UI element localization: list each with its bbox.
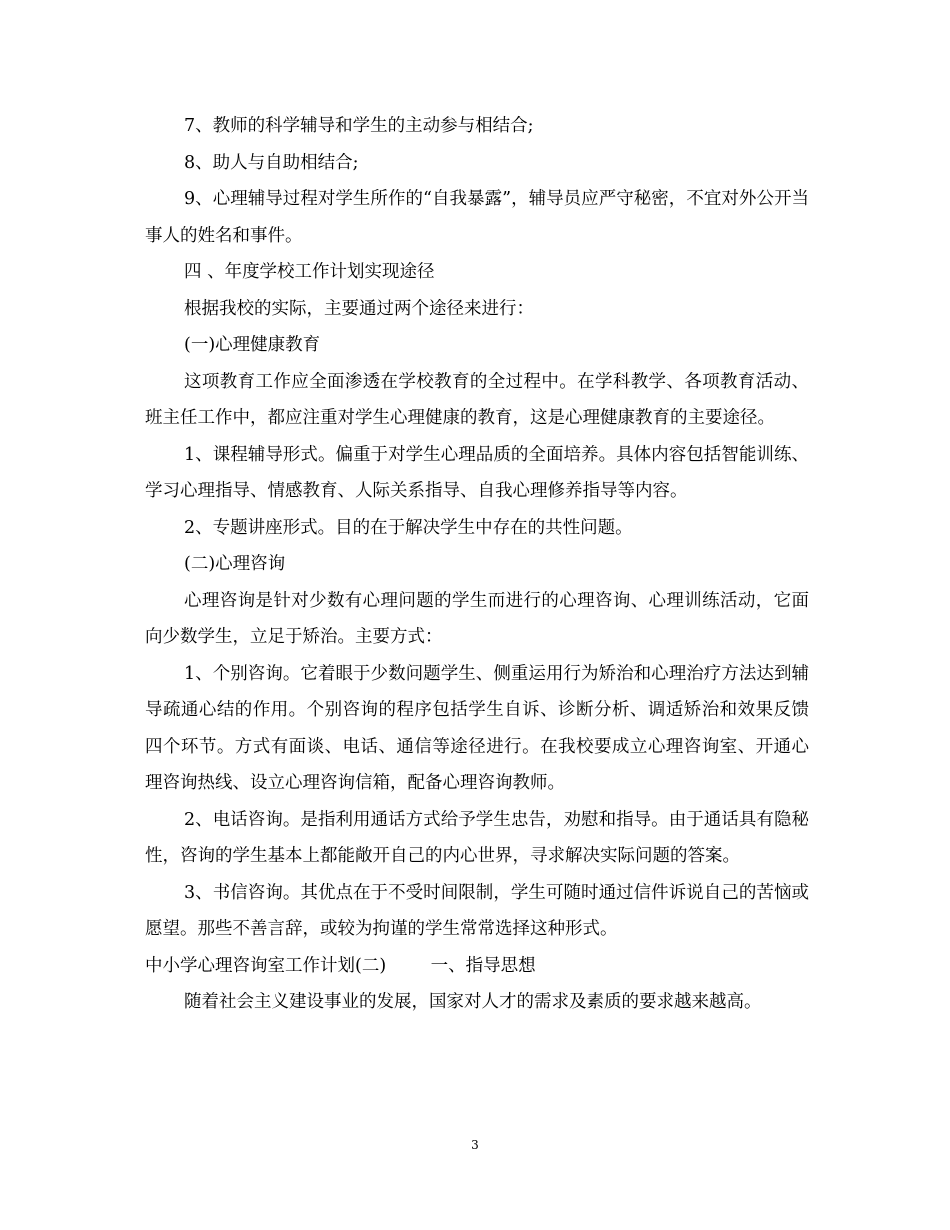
page-number: 3 <box>471 1138 479 1152</box>
section-title: 中小学心理咨询室工作计划(二) <box>145 955 387 976</box>
paragraph-guiding-thought: 随着社会主义建设事业的发展，国家对人才的需求及素质的要求越来越高。 <box>184 992 762 1012</box>
heading-counseling: (二)心理咨询 <box>184 554 286 574</box>
paragraph-letter-counseling: 3、书信咨询。其优点在于不受时间限制，学生可随时通过信件诉说自己的苦恼或愿望。那些不善言辞，或较为拘谨的学生常常选择这种形式。 <box>145 882 809 939</box>
section-subtitle: 一、指导思想 <box>430 955 536 976</box>
document-body <box>145 108 809 1021</box>
paragraph-phone-counseling: 2、电话咨询。是指利用通话方式给予学生忠告，劝慰和指导。由于通话具有隐秘性，咨询的学生基本上都能敞开自己的内心世界，寻求解决实际问题的答案。 <box>145 809 809 866</box>
paragraph-principle-7: 7、教师的科学辅导和学生的主动参与相结合; <box>184 116 534 136</box>
heading-section-4: 四 、年度学校工作计划实现途径 <box>184 262 435 282</box>
paragraph-principle-9: 9、心理辅导过程对学生所作的“自我暴露”，辅导员应严守秘密，不宜对外公开当事人的姓名和事件。 <box>145 189 809 246</box>
paragraph-lecture-format: 2、专题讲座形式。目的在于解决学生中存在的共性问题。 <box>184 517 633 538</box>
heading-mental-health-education: (一)心理健康教育 <box>184 335 321 355</box>
section-heading-line <box>145 948 809 985</box>
paragraph-principle-8: 8、助人与自助相结合; <box>184 152 359 173</box>
paragraph-intro-approaches: 根据我校的实际，主要通过两个途径来进行： <box>184 298 534 319</box>
paragraph-course-guidance: 1、课程辅导形式。偏重于对学生心理品质的全面培养。具体内容包括智能训练、学习心理指导、情感教育、人际关系指导、自我心理修养指导等内容。 <box>145 444 809 501</box>
paragraph-education-overview: 这项教育工作应全面渗透在学校教育的全过程中。在学科教学、各项教育活动、班主任工作中，都应注重对学生心理健康的教育，这是心理健康教育的主要途径。 <box>145 371 809 428</box>
paragraph-counseling-overview: 心理咨询是针对少数有心理问题的学生而进行的心理咨询、心理训练活动，它面向少数学生，立足于矫治。主要方式： <box>145 590 809 647</box>
paragraph-individual-counseling: 1、个别咨询。它着眼于少数问题学生、侧重运用行为矫治和心理治疗方法达到辅导疏通心结的作用。个别咨询的程序包括学生自诉、诊断分析、调适矫治和效果反馈四个环节。方式有面谈、电话、通信等途径进行。在我校要成立心理咨询室、开通心理咨询热线、设立心理咨询信箱，配备心理咨询教师。 <box>145 663 809 793</box>
